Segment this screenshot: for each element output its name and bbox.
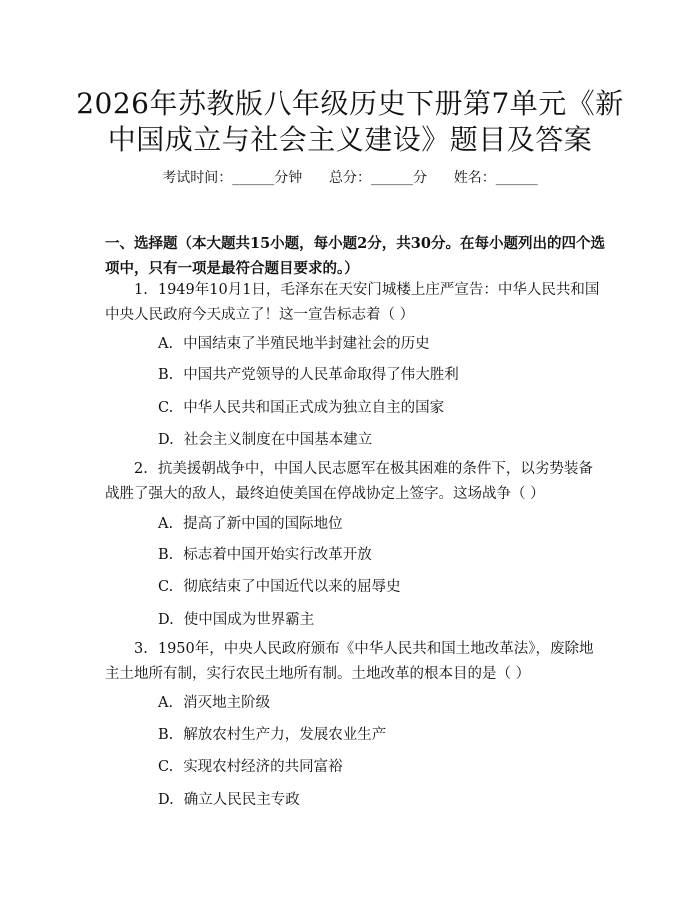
option-letter: C. <box>158 400 174 416</box>
option-3d <box>158 790 300 810</box>
option-text: 中国共产党领导的人民革命取得了伟大胜利 <box>183 367 459 383</box>
option-1d <box>158 430 372 450</box>
option-1c <box>158 398 444 418</box>
section-heading: 一、选择题（本大题共15小题，每小题2分，共30分。在每小题列出的四个选项中，只有一项是最符合题目要求的。） <box>105 235 605 277</box>
option-letter: B. <box>158 367 174 383</box>
question-2 <box>105 457 600 507</box>
option-2b <box>158 545 372 565</box>
option-3c <box>158 757 343 777</box>
option-3b <box>158 725 386 745</box>
question-stem: 抗美援朝战争中，中国人民志愿军在极其困难的条件下，以劣势装备战胜了强大的敌人，最终迫使美国在停战协定上签字。这场战争（ ） <box>105 461 593 502</box>
option-2a <box>158 514 343 534</box>
option-text: 社会主义制度在中国基本建立 <box>183 432 373 448</box>
document-title-line-1: 2026年苏教版八年级历史下册第7单元《新 <box>76 87 624 120</box>
option-letter: B. <box>158 547 174 563</box>
option-3a <box>158 693 270 713</box>
question-number: 2. <box>134 461 148 477</box>
option-text: 确立人民民主专政 <box>183 792 300 808</box>
question-stem: 1950年，中央人民政府颁布《中华人民共和国土地改革法》，废除地主土地所有制，实行农民土地所有制。土地改革的根本目的是（ ） <box>105 641 594 682</box>
question-stem: 1949年10月1日，毛泽东在天安门城楼上庄严宣告：中华人民共和国中央人民政府今天成立了！这一宣告标志着（ ） <box>105 282 600 323</box>
question-3 <box>105 637 600 687</box>
option-letter: D. <box>158 612 174 628</box>
option-text: 实现农村经济的共同富裕 <box>183 759 343 775</box>
option-1b <box>158 365 459 385</box>
question-number: 3. <box>134 641 148 657</box>
option-letter: C. <box>158 579 174 595</box>
document-title-line-2: 中国成立与社会主义建设》题目及答案 <box>107 123 593 156</box>
option-1a <box>158 334 430 354</box>
option-letter: D. <box>158 792 174 808</box>
option-text: 中国结束了半殖民地半封建社会的历史 <box>183 336 430 352</box>
option-letter: B. <box>158 727 174 743</box>
option-text: 提高了新中国的国际地位 <box>183 516 343 532</box>
option-text: 使中国成为世界霸主 <box>183 612 315 628</box>
option-2d <box>158 610 314 630</box>
option-letter: A. <box>158 516 174 532</box>
option-text: 彻底结束了中国近代以来的屈辱史 <box>183 579 401 595</box>
exam-meta: 考试时间：______分钟 总分：______分 姓名：______ <box>162 170 538 186</box>
option-2c <box>158 577 401 597</box>
option-text: 解放农村生产力，发展农业生产 <box>183 727 387 743</box>
option-letter: A. <box>158 336 174 352</box>
question-1 <box>105 278 600 328</box>
option-letter: A. <box>158 695 174 711</box>
question-number: 1. <box>134 282 148 298</box>
option-letter: D. <box>158 432 174 448</box>
option-letter: C. <box>158 759 174 775</box>
option-text: 标志着中国开始实行改革开放 <box>183 547 372 563</box>
option-text: 中华人民共和国正式成为独立自主的国家 <box>183 400 445 416</box>
option-text: 消灭地主阶级 <box>183 695 271 711</box>
